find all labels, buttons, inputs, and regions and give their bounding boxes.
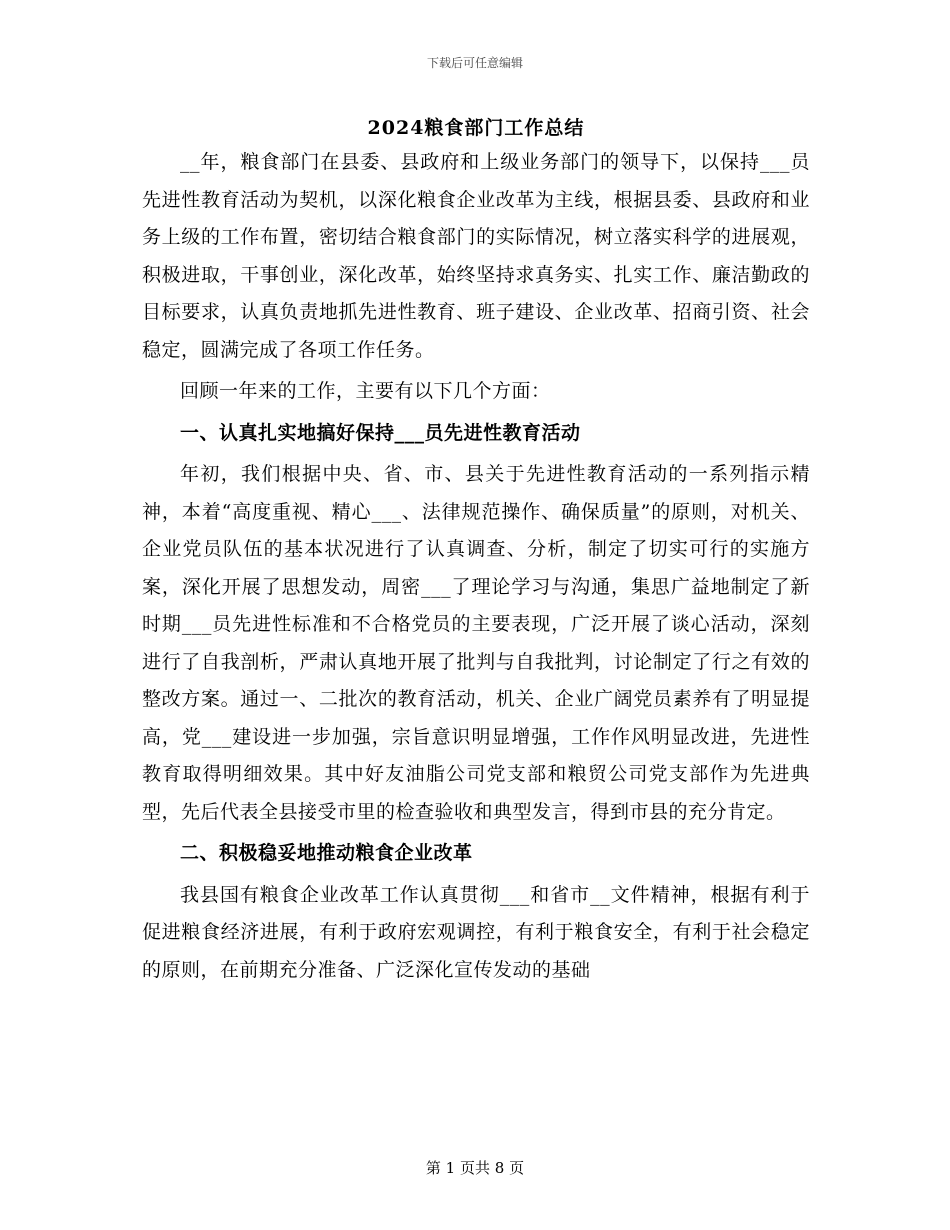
section-heading-1: 一、认真扎实地搞好保持___员先进性教育活动: [180, 421, 581, 444]
document-title: 2024粮食部门工作总结: [367, 117, 585, 139]
paragraph-section-1: 年初，我们根据中央、省、市、县关于先进性教育活动的一系列指示精神，本着“高度重视、精心___、法律规范操作、确保质量”的原则，对机关、企业党员队伍的基本状况进行了认真调查、分析，制定了切实可行的实施方案，深化开展了思想发动，周密___了理论学习与沟通，集思广益地制定了新时期___员先进性标准和不合格党员的主要表现，广泛开展了谈心活动，深刻进行了自我剖析，严肃认真地开展了批判与自我批判，讨论制定了行之有效的整改方案。通过一、二批次的教育活动，机关、企业广阔党员素养有了明显提高，党___建设进一步加强，宗旨意识明显增强，工作作风明显改进，先进性教育取得明细效果。其中好友油脂公司党支部和粮贸公司党支部作为先进典型，先后代表全县接受市里的检查验收和典型发言，得到市县的充分肯定。: [142, 463, 810, 823]
section-heading-2: 二、积极稳妥地推动粮食企业改革: [180, 842, 473, 864]
paragraph-intro: __年，粮食部门在县委、县政府和上级业务部门的领导下，以保持___员先进性教育活动为契机，以深化粮食企业改革为主线，根据县委、县政府和业务上级的工作布置，密切结合粮食部门的实际情况，树立落实科学的进展观，积极进取，干事创业，深化改革，始终坚持求真务实、扎实工作、廉洁勤政的目标要求，认真负责地抓先进性教育、班子建设、企业改革、招商引资、社会稳定，圆满完成了各项工作任务。: [142, 151, 810, 361]
header-note: 下载后可任意编辑: [426, 56, 523, 70]
paragraph-section-2: 我县国有粮食企业改革工作认真贯彻___和省市__文件精神，根据有利于促进粮食经济进展，有利于政府宏观调控，有利于粮食安全，有利于社会稳定的原则，在前期充分准备、广泛深化宣传发动的基础: [142, 883, 810, 981]
document-body: [142, 112, 810, 989]
page-number-footer: 第 1 页共 8 页: [425, 1159, 525, 1177]
paragraph-review: 回顾一年来的工作，主要有以下几个方面：: [180, 380, 551, 402]
